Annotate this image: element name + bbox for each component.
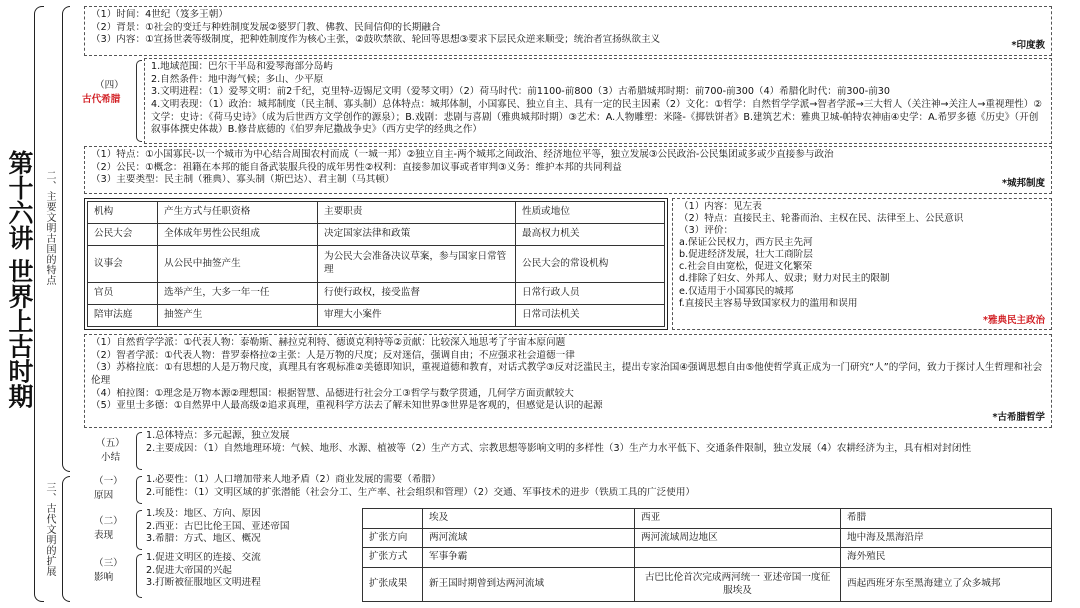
greece-label: 古代希腊	[82, 94, 121, 105]
manifest-line: 3.希腊：方式、地区、概况	[146, 533, 261, 545]
expansion-header	[363, 509, 423, 529]
greece-line: 1.地域范围：巴尔干半岛和爱琴海部分岛屿	[151, 61, 333, 72]
cause-label-num: （一）	[94, 476, 123, 487]
section3-label: 三、古代文明的扩展	[44, 482, 55, 577]
expansion-cell: 扩张方式	[363, 548, 423, 568]
expansion-cell	[635, 548, 841, 568]
manifest-line: 1.埃及：地区、方向、原因	[146, 508, 261, 519]
expansion-cell: 地中海及黑海沿岸	[841, 528, 1052, 548]
influence-label-num: （三）	[94, 558, 123, 569]
athens-line: （3）评价：	[679, 225, 734, 237]
cause-box	[146, 474, 1052, 506]
institution-table	[87, 201, 665, 327]
india-line: （2）背景：①社会的变迁与种姓制度发展②婆罗门教、佛教、民间信仰的长期融合	[91, 21, 441, 33]
athens-tag: *雅典民主政治	[983, 315, 1045, 327]
manifest-brace	[136, 510, 142, 550]
page-title: 第十六讲 世界上古时期	[5, 150, 34, 409]
india-tag: *印度教	[1011, 40, 1045, 52]
athens-line: （1）内容：见左表	[679, 201, 762, 212]
summary-line: 2.主要成因：（1）自然地理环境：气候、地形、水源、植被等（2）生产方式、宗教思想等影响文明的多样性（3）生产力水平低下、交通条件限制，独立发展（4）农耕经济为主，具有相对封闭性	[146, 442, 972, 454]
summary-label: 小结	[101, 452, 121, 463]
manifest-label: 表现	[94, 530, 114, 541]
greece-line: 2.自然条件：地中海气候；多山、少平原	[151, 73, 324, 85]
citystate-box	[84, 146, 1052, 194]
expansion-cell: 扩张成果	[363, 568, 423, 602]
table-cell: 审理大小案件	[318, 305, 516, 327]
table-cell: 最高权力机关	[516, 223, 665, 245]
athens-line: b.促进经济发展，壮大工商阶层	[679, 249, 813, 261]
table-cell: 选举产生，大多一年一任	[158, 283, 318, 305]
manifest-line: 2.西亚：古巴比伦王国、亚述帝国	[146, 520, 290, 532]
expansion-cell: 古巴比伦首次完成两河统一 亚述帝国一度征服埃及	[635, 568, 841, 602]
table-row	[363, 568, 1052, 602]
table-cell: 抽签产生	[158, 305, 318, 327]
table-header: 产生方式与任职资格	[158, 202, 318, 224]
cause-line: 1.必要性：（1）人口增加带来人地矛盾（2）商业发展的需要（希腊）	[146, 474, 441, 485]
influence-brace	[136, 554, 142, 598]
philosophy-line: （1）自然哲学学派：①代表人物：泰勒斯、赫拉克利特、德谟克利特等②贡献：比较深入地思考了宇宙本原问题	[91, 337, 566, 348]
table-row	[88, 223, 665, 245]
expansion-header: 希腊	[841, 509, 1052, 529]
philosophy-box	[84, 334, 1052, 428]
influence-box	[146, 552, 356, 600]
influence-line: 1.促进文明区的连接、交流	[146, 552, 261, 563]
section2-label: 二、主要文明古国的特点	[44, 170, 55, 286]
india-line: （1）时间：4世纪（笈多王朝）	[91, 9, 228, 20]
expansion-cell: 军事争霸	[423, 548, 635, 568]
table-row	[88, 305, 665, 327]
table-row	[88, 283, 665, 305]
athens-line: f.直接民主容易导致国家权力的滥用和误用	[679, 297, 858, 309]
summary-label-num: （五）	[96, 438, 125, 449]
expansion-header: 埃及	[423, 509, 635, 529]
athens-box	[672, 198, 1052, 330]
manifest-label-num: （二）	[94, 516, 123, 527]
influence-line: 2.促进大帝国的兴起	[146, 564, 232, 576]
table-header-row	[88, 202, 665, 224]
philosophy-tag: *古希腊哲学	[992, 412, 1045, 424]
expansion-cell: 扩张方向	[363, 528, 423, 548]
institution-table-box	[84, 198, 668, 330]
table-row	[88, 245, 665, 283]
table-cell: 公民大会的常设机构	[516, 245, 665, 283]
main-brace	[34, 6, 44, 602]
expansion-table	[362, 508, 1052, 602]
expansion-header: 西亚	[635, 509, 841, 529]
greece-line: 4.文明表现：（1）政治：城邦制度（民主制、寡头制）总体特点：城邦体制，小国寡民、独立自主、具有一定的民主因素（2）文化：①哲学：自然哲学学派→智者学派→三大哲人（关注神→关注人→重视理性）②文学：史诗：《荷马史诗》（成为后世西方文学创作的源泉）；B.戏剧：悲剧与喜剧（雅典城邦时期）③艺术：A.人物雕塑：米隆-《掷铁饼者》B.建筑艺术：雅典卫城-帕特农神庙④史学：A.希罗多德《历史》（开创叙事体撰史体裁）B.修昔底德的《伯罗奔尼撒战争史》（西方史学的经典之作）	[151, 98, 1042, 136]
citystate-line: （2）公民：①概念：祖籍在本邦的能自备武装服兵役的成年男性②权利：直接参加议事或者审判③义务：维护本邦的共同利益	[91, 161, 622, 173]
athens-line: c.社会自由宽松，促进文化繁荣	[679, 261, 813, 273]
table-cell: 行使行政权，接受监督	[318, 283, 516, 305]
table-cell: 日常行政人员	[516, 283, 665, 305]
expansion-cell: 新王国时期曾到达两河流域	[423, 568, 635, 602]
table-cell: 全体成年男性公民组成	[158, 223, 318, 245]
table-header: 机构	[88, 202, 158, 224]
philosophy-line: （2）智者学派：①代表人物：普罗泰格拉②主张：人是万物的尺度；反对迷信，强调自由；不应强求社会道德一律	[91, 349, 575, 361]
expansion-cell: 海外殖民	[841, 548, 1052, 568]
philosophy-line: （3）苏格拉底：①有思想的人是万物尺度，真理具有客观标准②美德即知识，重视道德和教育，对话式教学③反对泛滥民主，提出专家治国④强调思想自由⑤他使哲学真正成为一门研究“人”的学问，致力于探讨人生哲理和社会伦理	[91, 362, 1043, 386]
athens-line: d.排除了妇女、外邦人、奴隶；财力对民主的限制	[679, 273, 890, 285]
table-row	[363, 528, 1052, 548]
greece-label-num: （四）	[95, 80, 124, 91]
citystate-line: （3）主要类型：民主制（雅典）、寡头制（斯巴达）、君主制（马其顿）	[91, 174, 395, 186]
philosophy-line: （4）柏拉图：①理念是万物本源②理想国：根据智慧、品德进行社会分工③哲学与数学贯通，几何学方面贡献较大	[91, 387, 574, 399]
expansion-cell: 两河流域	[423, 528, 635, 548]
table-cell: 陪审法庭	[88, 305, 158, 327]
summary-line: 1.总体特点：多元起源，独立发展	[146, 430, 290, 441]
expansion-header-row	[363, 509, 1052, 529]
athens-line: e.仅适用于小国寡民的城邦	[679, 285, 794, 297]
cause-line: 2.可能性：（1）文明区域的扩张潜能（社会分工、生产率、社会组织和管理）（2）交通、军事技术的进步（铁质工具的广泛使用）	[146, 486, 696, 498]
summary-box	[146, 430, 1052, 472]
citystate-tag: *城邦制度	[1002, 178, 1045, 190]
section2-brace	[62, 6, 70, 472]
table-cell: 决定国家法律和政策	[318, 223, 516, 245]
table-header: 主要职责	[318, 202, 516, 224]
india-line: （3）内容：①宣扬世袭等级制度，把种姓制度作为核心主张，②鼓吹禁欲、轮回等思想③要求下层民众逆来顺受；统治者宣扬纵欲主义	[91, 34, 661, 46]
greece-box	[144, 58, 1052, 144]
expansion-cell: 两河流域周边地区	[635, 528, 841, 548]
greece-line: 3.文明进程：（1）爱琴文明：前2千纪，克里特-迈锡尼文明（爱琴文明）（2）荷马时代：前1100-前800（3）古希腊城邦时期：前700-前300（4）希腊化时代：前300-前30	[151, 86, 891, 98]
cause-label: 原因	[94, 490, 114, 501]
citystate-line: （1）特点：①小国寡民-以一个城市为中心结合周围农村而成（一城一邦）②独立自主-两个城邦之间政治、经济地位平等，独立发展③公民政治-公民集团或多或少直接参与政治	[91, 149, 834, 160]
athens-line: （2）特点：直接民主、轮番而治、主权在民、法律至上、公民意识	[679, 213, 964, 225]
cause-brace	[136, 476, 142, 504]
influence-label: 影响	[94, 572, 114, 583]
table-row	[363, 548, 1052, 568]
philosophy-line: （5）亚里士多德：①自然界中人最高级②追求真理，重视科学方法去了解未知世界③世界是客观的，但感觉是认识的起源	[91, 400, 603, 412]
table-cell: 公民大会	[88, 223, 158, 245]
table-cell: 从公民中抽签产生	[158, 245, 318, 283]
table-cell: 日常司法机关	[516, 305, 665, 327]
table-header: 性质或地位	[516, 202, 665, 224]
expansion-cell: 西起西班牙东至黑海建立了众多城邦	[841, 568, 1052, 602]
table-cell: 官员	[88, 283, 158, 305]
table-cell: 为公民大会准备决议草案，参与国家日常管理	[318, 245, 516, 283]
influence-line: 3.打断被征服地区文明进程	[146, 577, 261, 589]
athens-line: a.保证公民权力，西方民主先河	[679, 237, 813, 249]
section3-brace	[62, 476, 70, 602]
summary-brace	[136, 432, 142, 470]
greece-brace	[136, 60, 142, 142]
table-cell: 议事会	[88, 245, 158, 283]
manifest-box	[146, 508, 356, 552]
india-box	[84, 6, 1052, 56]
